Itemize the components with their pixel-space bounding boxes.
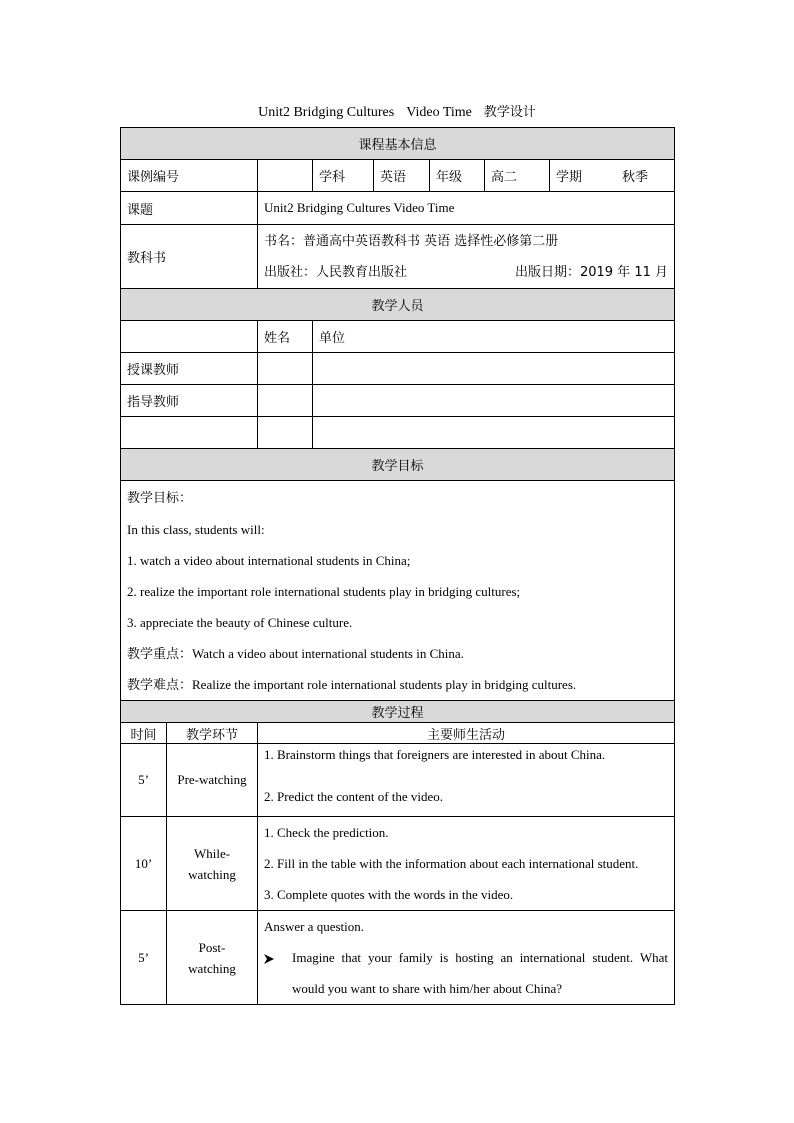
textbook-info (258, 225, 675, 289)
publisher: 出版社：人民教育出版社 (264, 264, 408, 280)
row-time: 5’ (121, 911, 167, 1005)
teacher-label: 授课教师 (121, 353, 258, 385)
activity-line: 1. Brainstorm things that foreigners are interested in about China. (264, 747, 606, 762)
bullet-text: Imagine that your family is hosting an international student. What would you want to share with him/her about China? (292, 950, 669, 996)
activity-line: 3. Complete quotes with the words in the video. (264, 887, 514, 902)
document-title (0, 101, 794, 121)
guide-unit (313, 385, 675, 417)
difficulty-text: Realize the important role international students play in bridging cultures. (192, 677, 577, 692)
subject-label: 学科 (313, 160, 374, 192)
topic-label: 课题 (121, 192, 258, 225)
difficulty-label: 教学难点： (127, 678, 193, 693)
term-label: 学期 (556, 170, 583, 185)
name-col-label: 姓名 (258, 321, 313, 353)
key-point-text: Watch a video about international students in China. (192, 646, 464, 661)
row-stage: Pre-watching (167, 744, 258, 817)
key-point-label: 教学重点： (127, 647, 193, 662)
staff-header: 教学人员 (121, 289, 675, 321)
col-activity: 主要师生活动 (258, 723, 675, 744)
goals-intro: In this class, students will: (127, 522, 265, 537)
activity-line: Answer a question. (264, 919, 365, 934)
textbook-label: 教科书 (121, 225, 258, 289)
teacher-name (258, 353, 313, 385)
col-stage: 教学环节 (167, 723, 258, 744)
goals-body (121, 481, 675, 701)
lesson-plan-table (120, 127, 675, 1005)
row-stage: While- watching (167, 817, 258, 911)
title-design: 教学设计 (483, 105, 536, 120)
col-time: 时间 (121, 723, 167, 744)
code-value (258, 160, 313, 192)
basic-info-header: 课程基本信息 (121, 128, 675, 160)
topic-value: Unit2 Bridging Cultures Video Time (258, 192, 675, 225)
book-name: 书名：普通高中英语教科书 英语 选择性必修第二册 (264, 233, 559, 249)
subject-value: 英语 (374, 160, 430, 192)
term-cell (550, 160, 675, 192)
term-value: 秋季 (622, 170, 649, 185)
activity-line: 2. Predict the content of the video. (264, 789, 444, 804)
arrow-bullet-icon (264, 942, 292, 1004)
goal-item: 3. appreciate the beauty of Chinese culture. (127, 615, 353, 630)
guide-name (258, 385, 313, 417)
activity-line: 2. Fill in the table with the information about each international student. (264, 856, 639, 871)
title-unit: Unit2 Bridging Cultures (258, 105, 395, 120)
guide-label: 指导教师 (121, 385, 258, 417)
bullet-item (264, 942, 668, 1004)
row-activities (258, 744, 675, 817)
goal-item: 2. realize the important role international students play in bridging cultures; (127, 584, 521, 599)
unit-col-label: 单位 (313, 321, 675, 353)
grade-label: 年级 (430, 160, 485, 192)
row-activities (258, 911, 675, 1005)
row-time: 5’ (121, 744, 167, 817)
activity-line: 1. Check the prediction. (264, 825, 389, 840)
goals-label: 教学目标： (127, 491, 193, 506)
grade-value: 高二 (485, 160, 550, 192)
row-time: 10’ (121, 817, 167, 911)
teacher-unit (313, 353, 675, 385)
goal-item: 1. watch a video about international students in China; (127, 553, 411, 568)
goals-header: 教学目标 (121, 449, 675, 481)
title-video-time: Video Time (406, 105, 472, 120)
row-activities (258, 817, 675, 911)
process-header: 教学过程 (121, 701, 675, 723)
row-stage: Post- watching (167, 911, 258, 1005)
code-label: 课例编号 (121, 160, 258, 192)
publish-date: 出版日期：2019 年 11 月 (514, 264, 669, 280)
